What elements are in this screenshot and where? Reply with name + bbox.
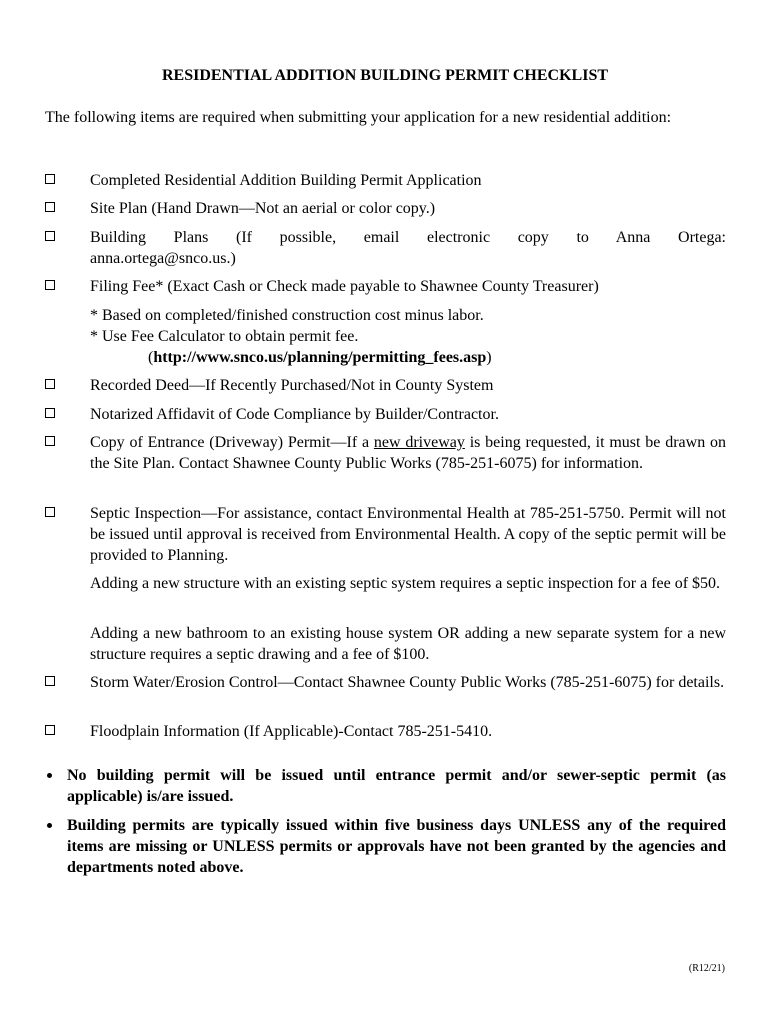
item-text: Septic Inspection—For assistance, contact Environmental Health at 785-251-5750. Permit will not be issued until approval is received from Environmental Health. A copy of the septic permit will be provided to Planning. bbox=[90, 505, 726, 564]
url-close-paren: ) bbox=[486, 349, 492, 366]
bullet-text: Building permits are typically issued within five business days UNLESS any of the required items are missing or UNLESS permits or approvals have not been granted by the agencies and departments noted above. bbox=[67, 817, 726, 876]
checkbox-icon[interactable] bbox=[45, 280, 55, 290]
bullet-icon bbox=[47, 773, 52, 778]
checkbox-icon[interactable] bbox=[45, 676, 55, 686]
revision-code: (R12/21) bbox=[688, 963, 725, 974]
bullet-text: No building permit will be issued until entrance permit and/or sewer-septic permit (as applicable) is/are issued. bbox=[67, 767, 726, 805]
page-title: RESIDENTIAL ADDITION BUILDING PERMIT CHECKLIST bbox=[161, 67, 609, 84]
intro-paragraph: The following items are required when submitting your application for a new residential addition: bbox=[45, 109, 672, 126]
url-open-paren: ( bbox=[148, 349, 154, 366]
septic-paragraph-bathroom: Adding a new bathroom to an existing house system OR adding a new separate system for a new structure requires a septic drawing and a fee of $100. bbox=[90, 625, 726, 663]
item-text: Floodplain Information (If Applicable)-Contact 785-251-5410. bbox=[90, 723, 493, 740]
checkbox-icon[interactable] bbox=[45, 174, 55, 184]
checkbox-icon[interactable] bbox=[45, 725, 55, 735]
item-text: Completed Residential Addition Building Permit Application bbox=[90, 172, 482, 189]
checkbox-icon[interactable] bbox=[45, 436, 55, 446]
item-text-underlined: new driveway bbox=[373, 434, 465, 451]
item-text-pre: Copy of Entrance (Driveway) Permit—If a bbox=[90, 434, 374, 451]
item-text-post: is being requested, it must be drawn on the Site Plan. Contact Shawnee County Public Works (785-251-6075) for information. bbox=[90, 434, 726, 472]
septic-paragraph-structure: Adding a new structure with an existing septic system requires a septic inspection for a fee of $50. bbox=[90, 575, 721, 592]
item-text: Storm Water/Erosion Control—Contact Shawnee County Public Works (785-251-6075) for details. bbox=[90, 674, 725, 691]
item-text bbox=[90, 432, 726, 474]
item-text-line1: Building Plans (If possible, email electronic copy to Anna Ortega: bbox=[90, 229, 726, 246]
item-text: Notarized Affidavit of Code Compliance by Builder/Contractor. bbox=[90, 406, 499, 423]
item-text-line2: anna.ortega@snco.us.) bbox=[90, 250, 236, 267]
checkbox-icon[interactable] bbox=[45, 231, 55, 241]
item-text: Recorded Deed—If Recently Purchased/Not in County System bbox=[90, 377, 494, 394]
checkbox-icon[interactable] bbox=[45, 408, 55, 418]
bullet-icon bbox=[47, 823, 52, 828]
fee-calculator-url-line bbox=[148, 347, 492, 368]
item-text: Filing Fee* (Exact Cash or Check made payable to Shawnee County Treasurer) bbox=[90, 278, 599, 295]
checkbox-icon[interactable] bbox=[45, 379, 55, 389]
fee-note-construction-cost: * Based on completed/finished construction cost minus labor. bbox=[90, 307, 484, 324]
checkbox-icon[interactable] bbox=[45, 202, 55, 212]
fee-note-calculator: * Use Fee Calculator to obtain permit fee. bbox=[90, 328, 359, 345]
checkbox-icon[interactable] bbox=[45, 507, 55, 517]
item-text: Site Plan (Hand Drawn—Not an aerial or color copy.) bbox=[90, 200, 436, 217]
fee-calculator-link[interactable]: http://www.snco.us/planning/permitting_fees.asp bbox=[153, 349, 487, 366]
